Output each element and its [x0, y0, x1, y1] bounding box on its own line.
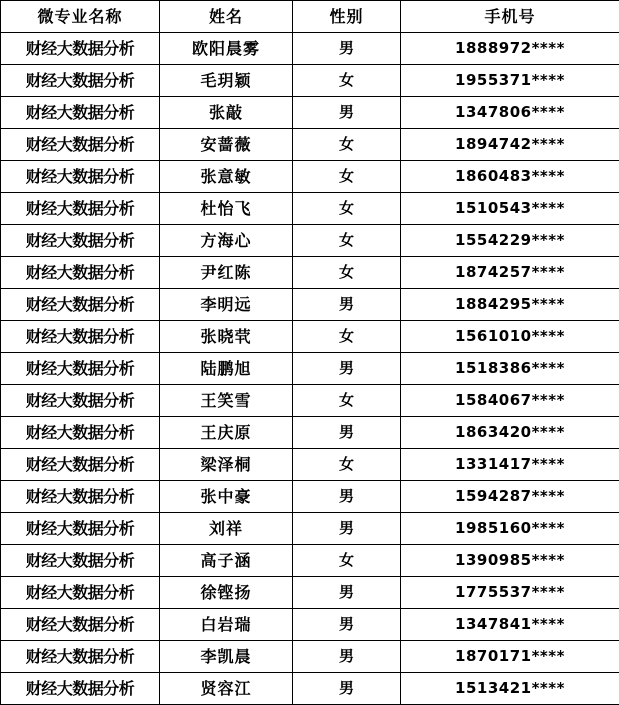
cell-gender: 男 [293, 481, 401, 513]
cell-major: 财经大数据分析 [1, 225, 160, 257]
cell-phone: 1554229**** [401, 225, 619, 257]
cell-major: 财经大数据分析 [1, 545, 160, 577]
table-row [1, 385, 619, 417]
cell-name: 尹红陈 [160, 257, 293, 289]
cell-name: 张中豪 [160, 481, 293, 513]
table-row [1, 673, 619, 705]
cell-gender: 男 [293, 577, 401, 609]
cell-gender: 女 [293, 129, 401, 161]
cell-major: 财经大数据分析 [1, 353, 160, 385]
column-header-major: 微专业名称 [1, 1, 160, 33]
table-row [1, 97, 619, 129]
cell-phone: 1884295**** [401, 289, 619, 321]
table-row [1, 321, 619, 353]
cell-major: 财经大数据分析 [1, 641, 160, 673]
cell-phone: 1390985**** [401, 545, 619, 577]
table-row [1, 545, 619, 577]
table-row [1, 193, 619, 225]
cell-name: 李明远 [160, 289, 293, 321]
cell-phone: 1870171**** [401, 641, 619, 673]
cell-phone: 1894742**** [401, 129, 619, 161]
cell-major: 财经大数据分析 [1, 609, 160, 641]
cell-major: 财经大数据分析 [1, 321, 160, 353]
cell-major: 财经大数据分析 [1, 449, 160, 481]
table-header [1, 1, 619, 33]
cell-name: 方海心 [160, 225, 293, 257]
column-header-name: 姓名 [160, 1, 293, 33]
cell-major: 财经大数据分析 [1, 513, 160, 545]
cell-phone: 1863420**** [401, 417, 619, 449]
table-row [1, 609, 619, 641]
cell-gender: 男 [293, 609, 401, 641]
cell-name: 王庆原 [160, 417, 293, 449]
table-row [1, 289, 619, 321]
column-header-gender: 性别 [293, 1, 401, 33]
table-row [1, 641, 619, 673]
cell-name: 张敲 [160, 97, 293, 129]
cell-gender: 女 [293, 65, 401, 97]
cell-phone: 1347806**** [401, 97, 619, 129]
table-row [1, 513, 619, 545]
cell-gender: 女 [293, 193, 401, 225]
cell-major: 财经大数据分析 [1, 33, 160, 65]
cell-gender: 女 [293, 225, 401, 257]
cell-gender: 女 [293, 385, 401, 417]
cell-name: 王笑雪 [160, 385, 293, 417]
header-row [1, 1, 619, 33]
cell-phone: 1347841**** [401, 609, 619, 641]
cell-name: 欧阳晨雾 [160, 33, 293, 65]
cell-name: 徐铿扬 [160, 577, 293, 609]
cell-gender: 男 [293, 673, 401, 705]
cell-gender: 男 [293, 97, 401, 129]
cell-gender: 女 [293, 161, 401, 193]
table-body [1, 33, 619, 705]
cell-name: 梁泽桐 [160, 449, 293, 481]
cell-name: 白岩瑞 [160, 609, 293, 641]
cell-phone: 1985160**** [401, 513, 619, 545]
table-row [1, 449, 619, 481]
cell-major: 财经大数据分析 [1, 65, 160, 97]
cell-major: 财经大数据分析 [1, 257, 160, 289]
cell-phone: 1584067**** [401, 385, 619, 417]
cell-phone: 1888972**** [401, 33, 619, 65]
cell-gender: 女 [293, 545, 401, 577]
cell-name: 刘祥 [160, 513, 293, 545]
cell-major: 财经大数据分析 [1, 577, 160, 609]
cell-gender: 女 [293, 321, 401, 353]
cell-name: 杜怡飞 [160, 193, 293, 225]
table-row [1, 65, 619, 97]
cell-major: 财经大数据分析 [1, 417, 160, 449]
cell-gender: 男 [293, 353, 401, 385]
cell-phone: 1594287**** [401, 481, 619, 513]
cell-phone: 1510543**** [401, 193, 619, 225]
cell-name: 陆鹏旭 [160, 353, 293, 385]
table-row [1, 353, 619, 385]
table-row [1, 577, 619, 609]
cell-gender: 男 [293, 641, 401, 673]
cell-phone: 1874257**** [401, 257, 619, 289]
cell-major: 财经大数据分析 [1, 673, 160, 705]
cell-phone: 1860483**** [401, 161, 619, 193]
cell-phone: 1955371**** [401, 65, 619, 97]
cell-gender: 男 [293, 33, 401, 65]
cell-major: 财经大数据分析 [1, 161, 160, 193]
cell-phone: 1518386**** [401, 353, 619, 385]
cell-major: 财经大数据分析 [1, 481, 160, 513]
cell-name: 安蔷薇 [160, 129, 293, 161]
cell-major: 财经大数据分析 [1, 193, 160, 225]
cell-name: 贤容江 [160, 673, 293, 705]
cell-phone: 1775537**** [401, 577, 619, 609]
table-row [1, 257, 619, 289]
table-row [1, 129, 619, 161]
table-row [1, 225, 619, 257]
cell-name: 高子涵 [160, 545, 293, 577]
cell-major: 财经大数据分析 [1, 289, 160, 321]
cell-name: 张晓茕 [160, 321, 293, 353]
cell-phone: 1331417**** [401, 449, 619, 481]
cell-name: 李凯晨 [160, 641, 293, 673]
cell-phone: 1513421**** [401, 673, 619, 705]
cell-gender: 男 [293, 289, 401, 321]
table-row [1, 481, 619, 513]
cell-gender: 女 [293, 449, 401, 481]
cell-gender: 男 [293, 513, 401, 545]
cell-major: 财经大数据分析 [1, 385, 160, 417]
cell-phone: 1561010**** [401, 321, 619, 353]
cell-name: 张意敏 [160, 161, 293, 193]
cell-major: 财经大数据分析 [1, 97, 160, 129]
cell-gender: 女 [293, 257, 401, 289]
cell-gender: 男 [293, 417, 401, 449]
cell-major: 财经大数据分析 [1, 129, 160, 161]
column-header-phone: 手机号 [401, 1, 619, 33]
table-row [1, 161, 619, 193]
cell-name: 毛玥颖 [160, 65, 293, 97]
table-row [1, 33, 619, 65]
table-row [1, 417, 619, 449]
